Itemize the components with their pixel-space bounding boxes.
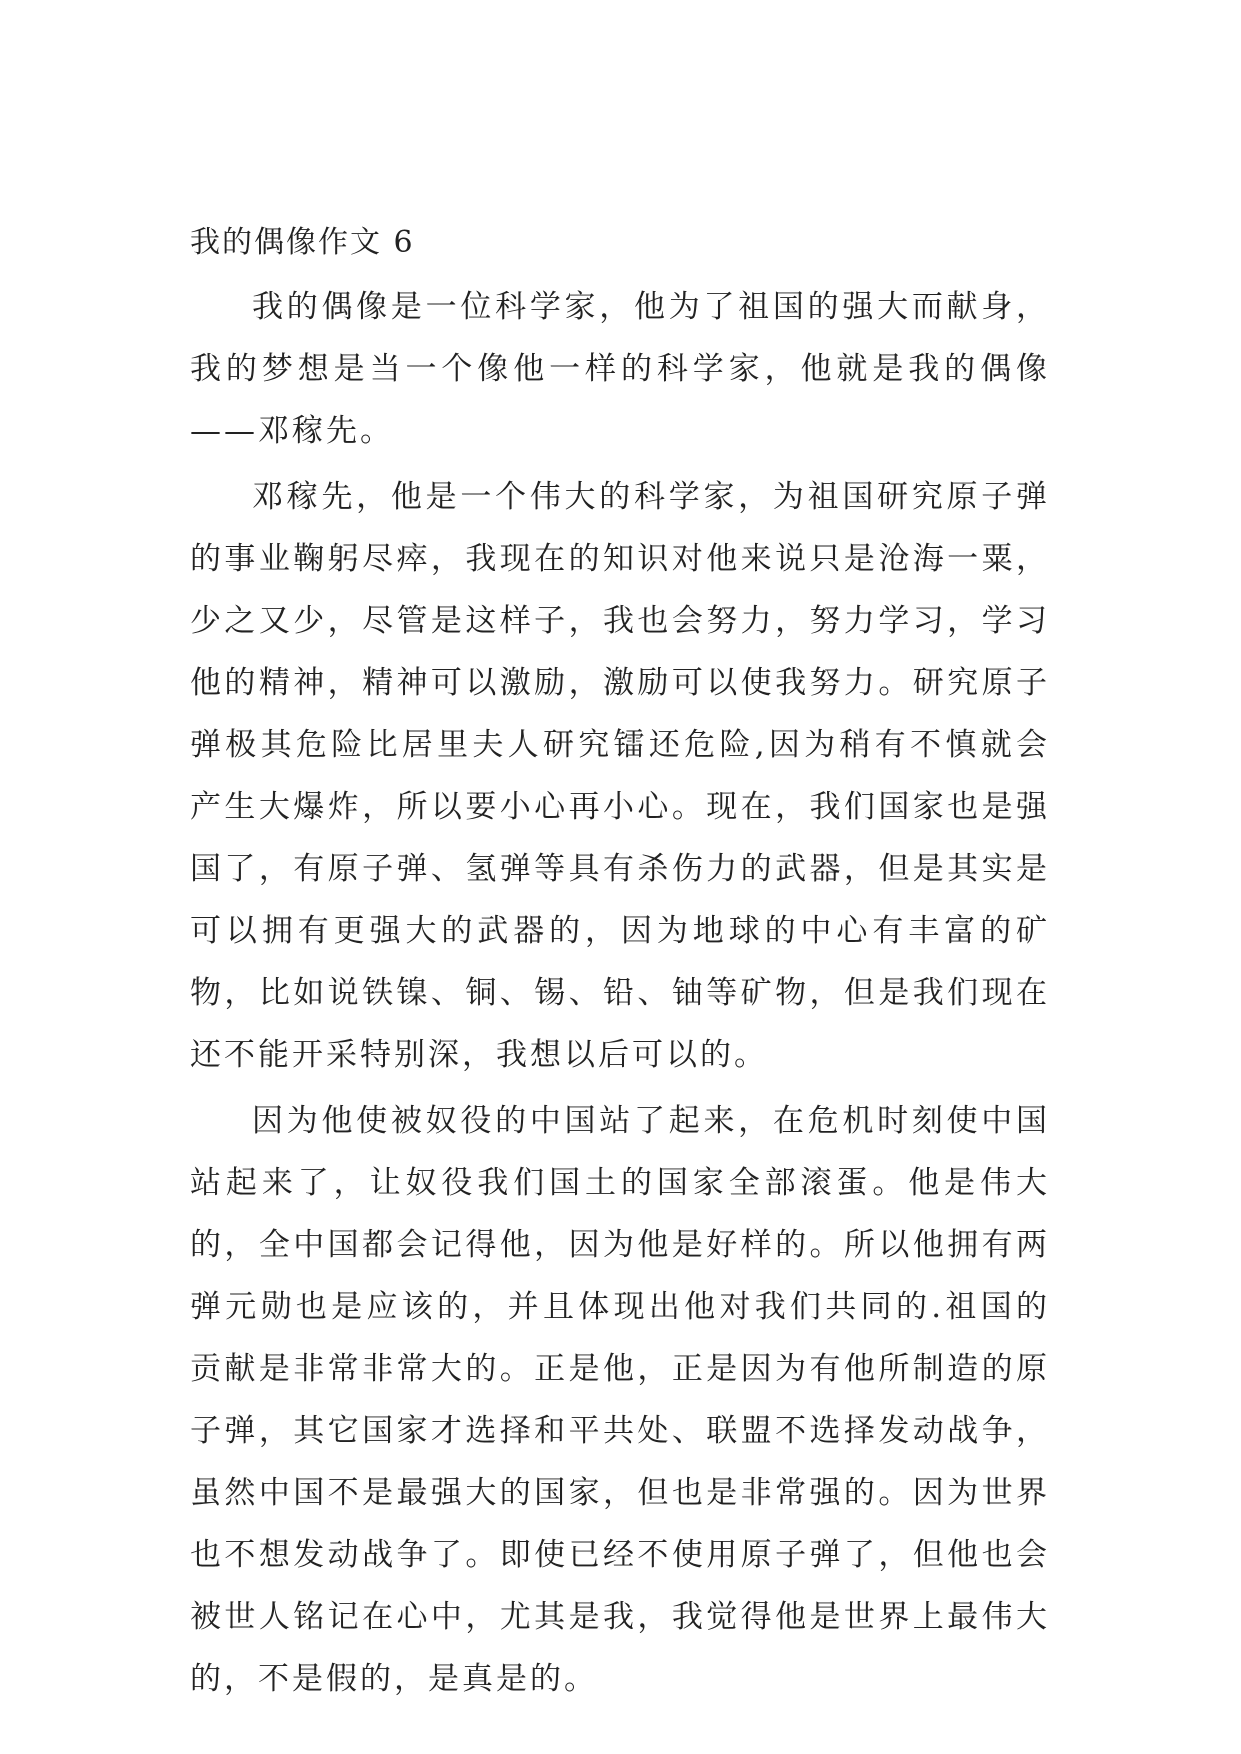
essay-paragraph: 我的偶像是一位科学家，他为了祖国的强大而献身，我的梦想是当一个像他一样的科学家，他就是我的偶像——邓稼先。 — [190, 289, 1050, 449]
document-page — [190, 222, 1050, 1714]
essay-paragraph: 因为他使被奴役的中国站了起来，在危机时刻使中国站起来了，让奴役我们国土的国家全部滚蛋。他是伟大的，全中国都会记得他，因为他是好样的。所以他拥有两弹元勋也是应该的，并且体现出他对我们共同的.祖国的贡献是非常非常大的。正是他，正是因为有他所制造的原子弹，其它国家才选择和平共处、联盟不选择发动战争，虽然中国不是最强大的国家，但也是非常强的。因为世界也不想发动战争了。即使已经不使用原子弹了，但他也会被世人铭记在心中，尤其是我，我觉得他是世界上最伟大的，不是假的，是真是的。 — [190, 1103, 1050, 1697]
essay-title: 我的偶像作文 6 — [190, 225, 415, 260]
essay-paragraph: 邓稼先，他是一个伟大的科学家，为祖国研究原子弹的事业鞠躬尽瘁，我现在的知识对他来说只是沧海一粟，少之又少，尽管是这样子，我也会努力，努力学习，学习他的精神，精神可以激励，激励可以使我努力。研究原子弹极其危险比居里夫人研究镭还危险,因为稍有不慎就会产生大爆炸，所以要小心再小心。现在，我们国家也是强国了，有原子弹、氢弹等具有杀伤力的武器，但是其实是可以拥有更强大的武器的，因为地球的中心有丰富的矿物，比如说铁镍、铜、锡、铅、铀等矿物，但是我们现在还不能开采特别深，我想以后可以的。 — [190, 479, 1050, 1073]
